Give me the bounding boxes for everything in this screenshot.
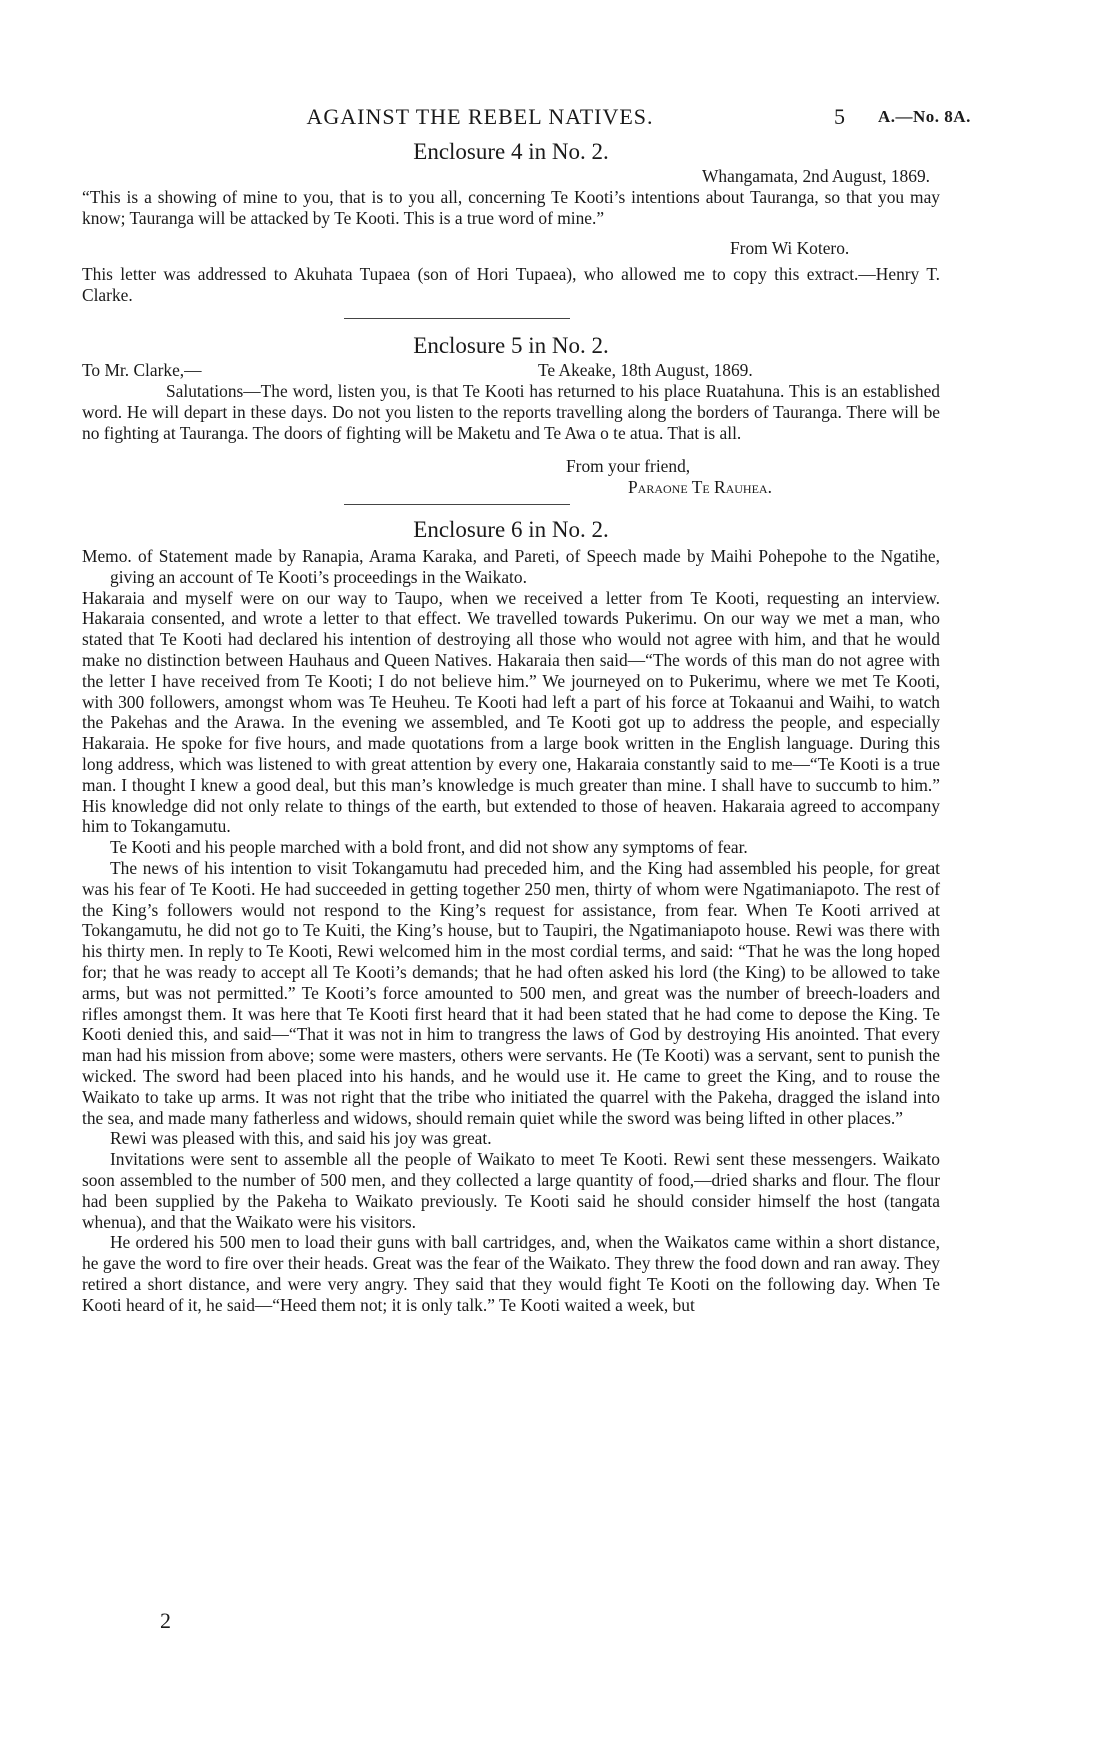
enclosure-6-paragraph-6: He ordered his 500 men to load their guns with ball cartridges, and, when the Waikatos came within a short distance, he gave the word to fire over their heads. Great was the fear of the Waikato. They threw the food down and ran away. They retired a short distance, and were very angry. They said that they would fight Te Kooti on the following day. When Te Kooti heard of it, he said—“Heed them not; it is only talk.” Te Kooti waited a week, but [82,1232,940,1315]
running-title: AGAINST THE REBEL NATIVES. [306,104,654,129]
enclosure-4-place-date: Whangamata, 2nd August, 1869. [702,166,930,186]
enclosure-4-from: From Wi Kotero. [730,238,850,258]
enclosure-5-signature: Paraone Te Rauhea. [628,477,772,497]
divider [344,504,570,505]
enclosure-5-heading: Enclosure 5 in No. 2. [413,333,609,358]
enclosure-6-heading: Enclosure 6 in No. 2. [413,517,609,542]
enclosure-4-heading: Enclosure 4 in No. 2. [413,139,609,164]
enclosure-5-body: Salutations—The word, listen you, is that Te Kooti has returned to his place Ruatahuna. This is an established word. He will depart in these days. Do not you listen to the reports travelling along the borders of Tauranga. There will be no fighting at Tauranga. The doors of fighting will be Maketu and Te Awa o te atua. That is all. [82,381,940,443]
enclosure-6-paragraph-2: Te Kooti and his people marched with a bold front, and did not show any symptoms of fear. [110,837,748,858]
enclosure-5-addressee: To Mr. Clarke,— [82,360,202,380]
enclosure-6 [82,516,940,1315]
enclosure-6-paragraph-4: Rewi was pleased with this, and said his joy was great. [110,1128,492,1149]
paper-reference: A.—No. 8A. [878,107,971,126]
enclosure-4 [82,138,940,228]
enclosure-5-closing: From your friend, [566,456,691,476]
enclosure-6-paragraph-1: Hakaraia and myself were on our way to Taupo, when we received a letter from Te Kooti, requesting an interview. Hakaraia consented, and wrote a letter to that effect. We travelled towards Pukerimu. On our way we met a man, who stated that Te Kooti had declared his intention of destroying all those who would not agree with him, and that he would make no distinction between Hauhaus and Queen Natives. Hakaraia then said—“The words of this man do not agree with the letter I have received from Te Kooti; I do not believe him.” We journeyed on to Pukerimu, where we met Te Kooti, with 300 followers, amongst whom was Te Heuheu. Te Kooti had left a part of his force at Tokaanui and Waihi, to watch the Pakehas and the Arawa. In the evening we assembled, and Te Kooti got up to address the people, and especially Hakaraia. He spoke for five hours, and made quotations from a large book written in the English language. During this long address, which was listened to with great attention by every one, Hakaraia constantly said to me—“Te Kooti is a true man. I thought I knew a good deal, but this man’s knowledge is much greater than mine. I shall have to succumb to him.” His knowledge did not only relate to things of the earth, but extended to those of heaven. Hakaraia agreed to accompany him to Tokangamutu. [82,587,940,837]
signature-mark: 2 [160,1608,171,1633]
enclosure-5-place-date: Te Akeake, 18th August, 1869. [538,360,753,380]
divider [344,318,570,319]
enclosure-6-paragraph-5: Invitations were sent to assemble all the people of Waikato to meet Te Kooti. Rewi sent these messengers. Waikato soon assembled to the number of 500 men, and they collected a large quantity of food,—dried sharks and flour. The flour had been supplied by the Pakeha to Waikato previously. Te Kooti said he should consider himself the host (tangata whenua), and that the Waikato were his visitors. [82,1149,940,1232]
enclosure-6-paragraph-3: The news of his intention to visit Tokangamutu had preceded him, and the King had assembled his people, for great was his fear of Te Kooti. He had succeeded in getting together 250 men, thirty of whom were Ngatimaniapoto. The rest of the King’s followers would not respond to the King’s request for assistance, from fear. When Te Kooti arrived at Tokangamutu, he did not go to Te Kuiti, the King’s house, but to Taupiri, the Ngatimaniapoto house. Rewi was there with his thirty men. In reply to Te Kooti, Rewi welcomed him in the most cordial terms, and said: “That he was the long hoped for; that he was ready to accept all Te Kooti’s demands; that he had often asked his lord (the King) to be allowed to take arms, but was not permitted.” Te Kooti’s force amounted to 500 men, and great was the number of breech-loaders and rifles amongst them. It was here that Te Kooti first heard that it had been stated that he had come to depose the King. Te Kooti denied this, and said—“That it was not in him to trangress the laws of God by destroying His anointed. That every man had his mission from above; some were masters, others were servants. He (Te Kooti) was a servant, sent to punish the wicked. The sword had been placed into his hands, and he would use it. He came to greet the King, and to rouse the Waikato to take up arms. It was not right that the tribe who initiated the quarrel with the Pakeha, dragged the island into the sea, and made many fatherless and widows, should remain quiet while the sword was being lifted in other places.” [82,857,940,1128]
enclosure-5-body-block [82,381,940,443]
enclosure-6-memo: Memo. of Statement made by Ranapia, Arama Karaka, and Pareti, of Speech made by Maihi Pohepohe to the Ngatihe, giving an account of Te Kooti’s proceedings in the Waikato. [82,546,940,587]
enclosure-4-note-block [82,264,940,306]
enclosure-4-letter: “This is a showing of mine to you, that is to you all, concerning Te Kooti’s intentions about Tauranga, so that you may know; Tauranga will be attacked by Te Kooti. This is a true word of mine.” [82,186,940,228]
enclosure-4-note: This letter was addressed to Akuhata Tupaea (son of Hori Tupaea), who allowed me to copy this extract.—Henry T. Clarke. [82,264,940,305]
page-number: 5 [834,104,845,129]
running-header [0,104,1040,134]
enclosure-5 [82,332,940,360]
